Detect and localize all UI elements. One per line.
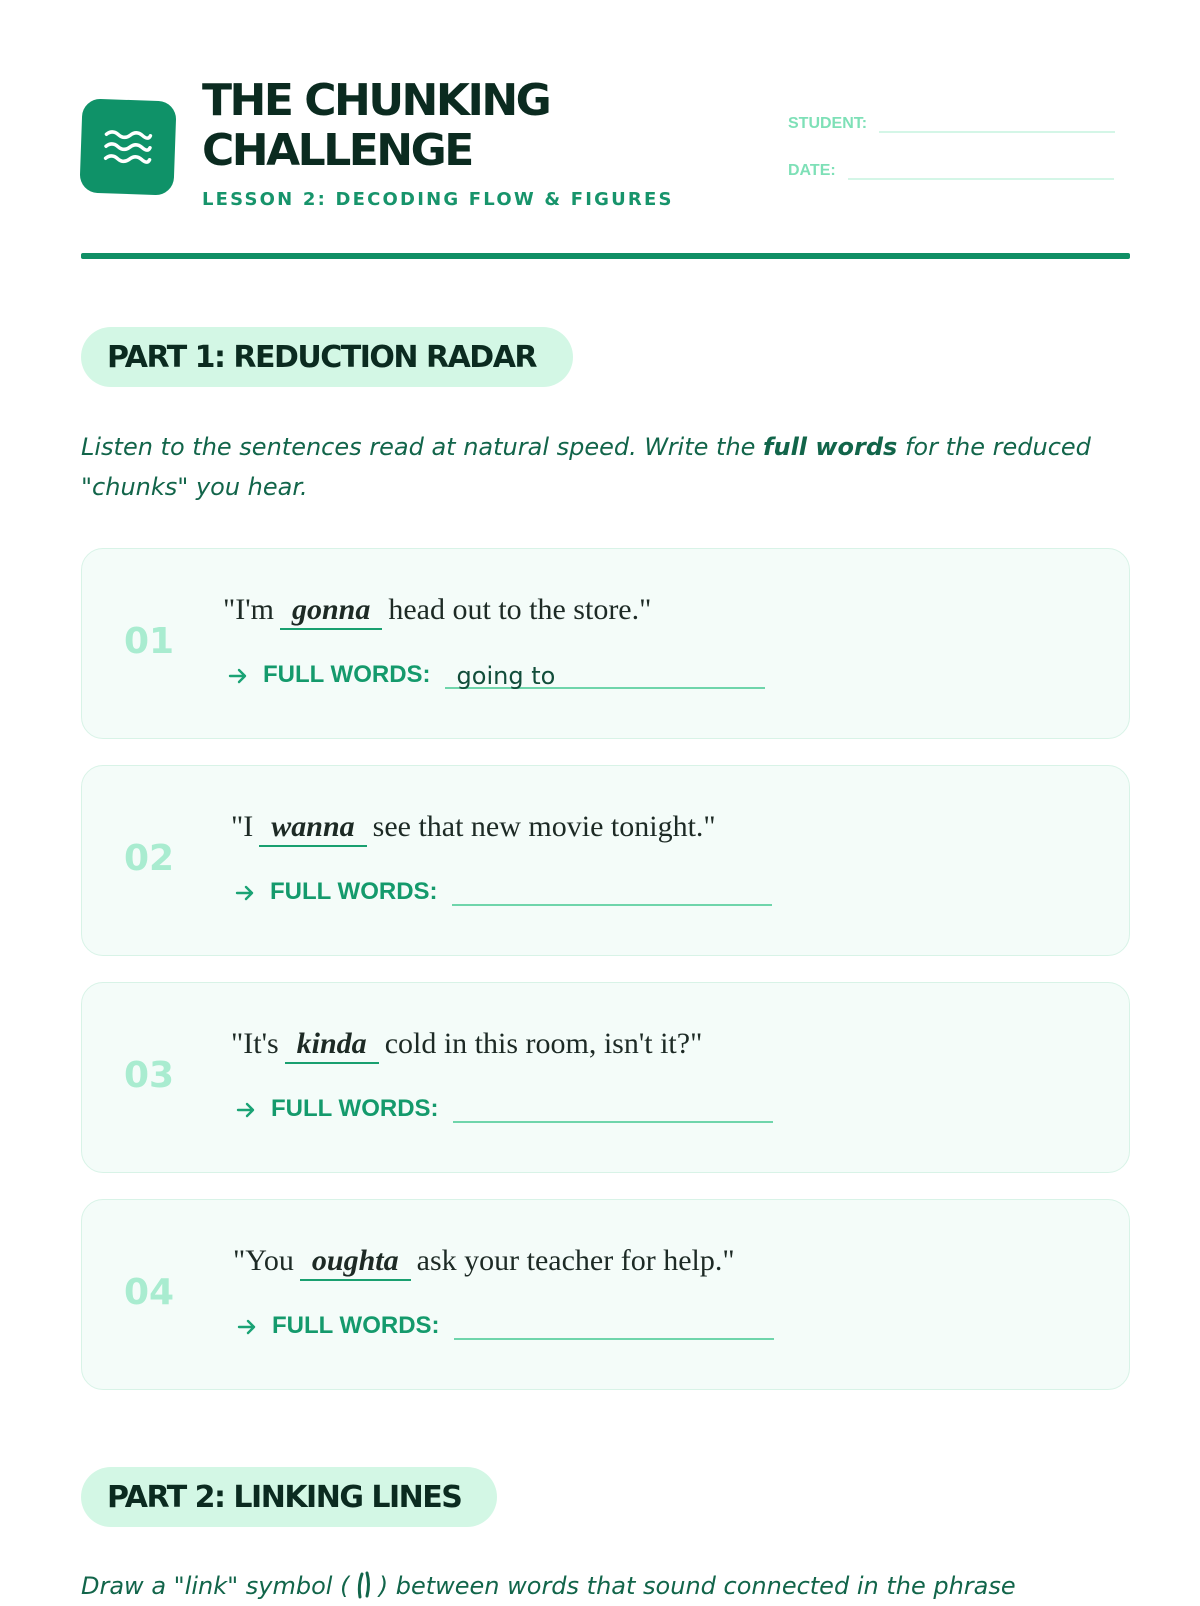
answer-input[interactable] (454, 1310, 774, 1340)
worksheet-page (81, 0, 1130, 1600)
full-words-label: FULL WORDS: (272, 1312, 440, 1339)
instruction-emphasis: full words (763, 433, 898, 461)
worksheet-header (81, 0, 1130, 262)
part2-instructions (81, 1566, 1130, 1606)
arrow-right-icon (227, 665, 249, 687)
answer-row (227, 659, 765, 689)
full-words-label: FULL WORDS: (270, 878, 438, 905)
item-number: 02 (124, 838, 175, 879)
item-sentence (231, 1027, 702, 1064)
full-words-label: FULL WORDS: (271, 1095, 439, 1122)
answer-row (235, 1093, 773, 1123)
arrow-right-icon (234, 882, 256, 904)
sentence-start: "It's (231, 1027, 279, 1060)
reduced-chunk: wanna (259, 811, 366, 847)
answer-row (234, 876, 772, 906)
part1-heading: PART 1: REDUCTION RADAR (81, 327, 573, 387)
item-number: 01 (124, 621, 175, 662)
exercise-card-2 (81, 765, 1130, 956)
header-divider (81, 253, 1130, 259)
date-field (788, 160, 1114, 180)
link-symbol-icon (357, 1571, 371, 1599)
part1-instructions (81, 427, 1130, 507)
date-input-line[interactable] (848, 160, 1114, 180)
item-number: 04 (124, 1272, 175, 1313)
part2-heading: PART 2: LINKING LINES (81, 1467, 497, 1527)
exercise-card-3 (81, 982, 1130, 1173)
sentence-start: "I (231, 810, 254, 843)
page-title: THE CHUNKING CHALLENGE (202, 75, 550, 176)
reduced-chunk: gonna (280, 594, 382, 630)
answer-input[interactable]: going to (445, 659, 765, 689)
date-label: DATE: (788, 162, 836, 179)
reduced-chunk: kinda (285, 1028, 379, 1064)
sentence-start: "You (233, 1244, 294, 1277)
sentence-end: see that new movie tonight." (372, 810, 716, 843)
full-words-label: FULL WORDS: (263, 661, 431, 688)
arrow-right-icon (235, 1099, 257, 1121)
item-sentence (231, 810, 716, 847)
logo-badge (79, 98, 176, 195)
waves-icon (101, 126, 154, 168)
reduced-chunk: oughta (300, 1245, 411, 1281)
answer-input[interactable] (453, 1093, 773, 1123)
item-sentence (223, 593, 651, 630)
lesson-subtitle: LESSON 2: DECODING FLOW & FIGURES (202, 189, 674, 210)
instruction-text: ) between words that sound connected in the phrase (371, 1572, 1016, 1600)
sentence-end: ask your teacher for help." (416, 1244, 735, 1277)
exercise-card-4 (81, 1199, 1130, 1390)
sentence-end: cold in this room, isn't it?" (384, 1027, 703, 1060)
student-label: STUDENT: (788, 115, 868, 132)
arrow-right-icon (236, 1316, 258, 1338)
answer-input[interactable] (452, 876, 772, 906)
exercise-card-1 (81, 548, 1130, 739)
student-field (788, 113, 1115, 133)
instruction-text: Listen to the sentences read at natural speed. Write the (81, 433, 764, 461)
answer-row (236, 1310, 774, 1340)
item-sentence (233, 1244, 735, 1281)
sentence-start: "I'm (223, 593, 274, 626)
student-input-line[interactable] (879, 113, 1115, 133)
instruction-text: for the reduced "chunks" you hear. (81, 433, 1091, 501)
sentence-end: head out to the store." (388, 593, 652, 626)
item-number: 03 (124, 1055, 175, 1096)
instruction-text: Draw a "link" symbol ( (81, 1572, 358, 1600)
